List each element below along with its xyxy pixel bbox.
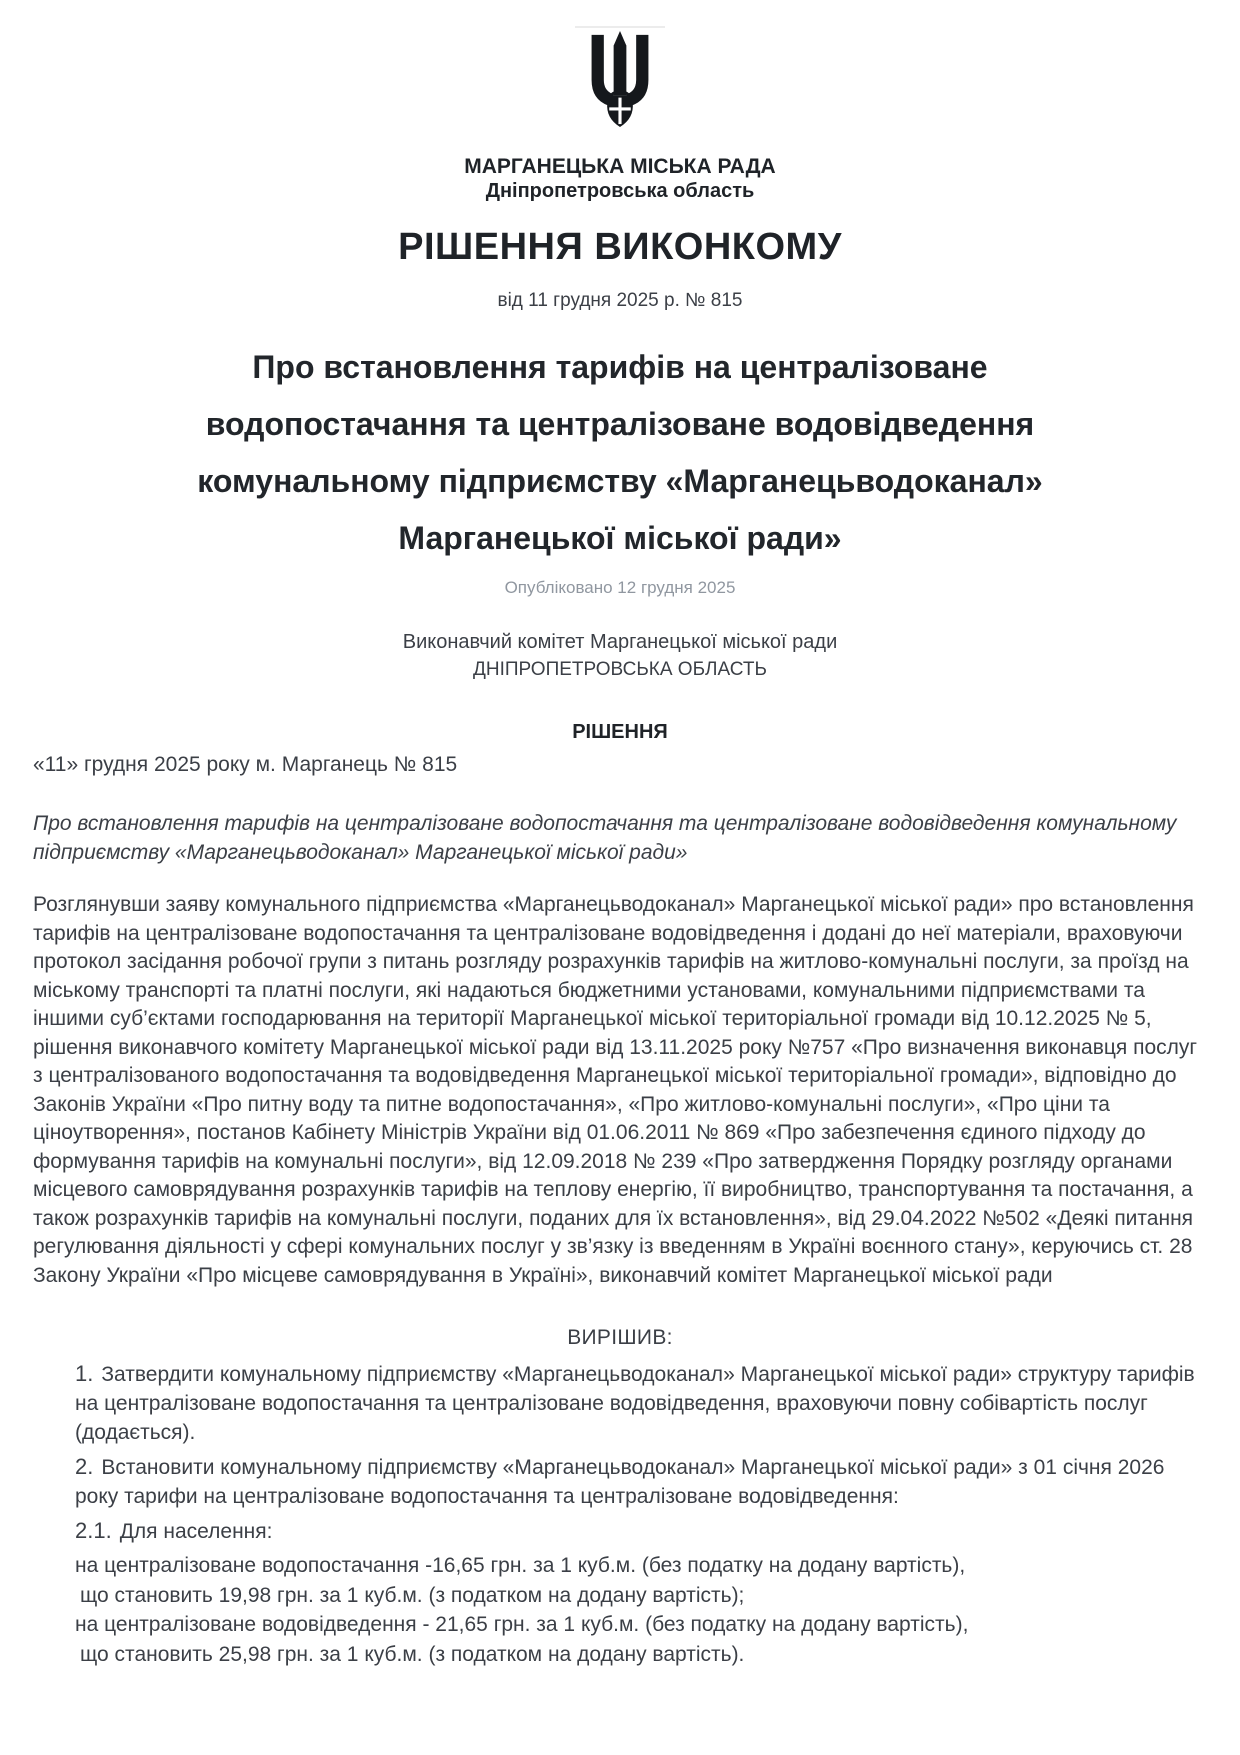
issuing-committee: Виконавчий комітет Марганецької міської ради [402, 631, 838, 653]
published-date: Опубліковано 12 грудня 2025 [504, 578, 736, 597]
resolution-item-2-1 [75, 1516, 1207, 1546]
emblem-top-rule [575, 26, 665, 28]
decision-preamble: Розглянувши заяву комунального підприємства «Марганецьводоканал» Марганецької міської ради» про встановлення тарифів на централізоване водопостачання та централізоване водовідведення і додані до неї матеріали, враховуючи протокол засідання робочої групи з питань розгляду розрахунків тарифів на житлово-комунальні послуги, за проїзд на міському транспорті та платні послуги, які надаються бюджетними установами, комунальними підприємствами та іншими суб’єктами господарювання на території Марганецької міської територіальної громади від 10.12.2025 № 5, рішення виконавчого комітету Марганецької міської ради від 13.11.2025 року №757 «Про визначення виконавця послуг з централізованого водопостачання та водовідведення Марганецької міської територіальної громади», відповідно до Законів України «Про питну воду та питне водопостачання», «Про житлово-комунальні послуги», «Про ціни та ціноутворення», постанов Кабінету Міністрів України від 01.06.2011 № 869 «Про забезпечення єдиного підходу до формування тарифів на комунальні послуги», від 12.09.2018 № 239 «Про затвердження Порядку розгляду органами місцевого самоврядування розрахунків тарифів на теплову енергію, її виробництво, транспортування та постачання, а також розрахунків тарифів на комунальні послуги, поданих для їх встановлення», від 29.04.2022 №502 «Деякі питання регулювання діяльності у сфері комунальних послуг у зв’язку із введенням в Україні воєнного стану», керуючись ст. 28 Закону України «Про місцеве самоврядування в Україні», виконавчий комітет Марганецької міської ради [33, 893, 1198, 1287]
tariff-line-water-supply-vat: що становить 19,98 грн. за 1 куб.м. (з податком на додану вартість); [80, 1583, 745, 1607]
decision-subject: Про встановлення тарифів на централізоване водопостачання та централізоване водовідведення комунальному підприємству «Марганецьводоканал» Марганецької міської ради» [33, 812, 1177, 864]
emblem-block [33, 26, 1207, 128]
tariff-line-sewerage: на централізоване водовідведення - 21,65 грн. за 1 куб.м. (без податку на додану вартість), [75, 1613, 969, 1636]
date-place-line: «11» грудня 2025 року м. Марганець № 815 [33, 753, 458, 776]
resolution-item-text: Затвердити комунальному підприємству «Марганецьводоканал» Марганецької міської ради» структуру тарифів на централізоване водопостачання та централізоване водовідведення, враховуючи повну собівартість послуг (додається). [75, 1363, 1195, 1444]
document-title-line: Марганецької міської ради» [398, 520, 842, 556]
org-name: МАРГАНЕЦЬКА МІСЬКА РАДА [464, 155, 776, 178]
decision-heading: РІШЕННЯ [572, 721, 668, 743]
document-title-line: Про встановлення тарифів на централізоване [252, 349, 988, 385]
doc-date-line: від 11 грудня 2025 р. № 815 [497, 290, 743, 311]
resolved-heading: ВИРІШИВ: [567, 1326, 673, 1349]
tariff-line-water-supply: на централізоване водопостачання -16,65 грн. за 1 куб.м. (без податку на додану вартість), [75, 1554, 966, 1577]
document-title-line: комунальному підприємству «Марганецьводоканал» [197, 463, 1043, 499]
ukraine-trident-emblem-icon [583, 30, 657, 128]
oblast-name: ДНІПРОПЕТРОВСЬКА ОБЛАСТЬ [473, 659, 767, 680]
resolution-item-2 [75, 1452, 1207, 1511]
document-title-line: водопостачання та централізоване водовідведення [205, 406, 1035, 442]
resolution-item-number: 2. [75, 1454, 94, 1479]
doc-type-heading: РІШЕННЯ ВИКОНКОМУ [398, 226, 842, 268]
resolution-item-number: 1. [75, 1361, 94, 1386]
resolution-item-1 [75, 1359, 1207, 1447]
resolution-section [75, 1359, 1207, 1669]
resolution-item-text: Для населення: [119, 1520, 273, 1543]
document-title [110, 339, 1130, 567]
resolution-item-text: Встановити комунальному підприємству «Марганецьводоканал» Марганецької міської ради» з 01 січня 2026 року тарифи на централізоване водопостачання та централізоване водовідведення: [75, 1456, 1165, 1508]
org-region: Дніпропетровська область [485, 180, 755, 202]
resolution-item-number: 2.1. [75, 1518, 112, 1543]
tariff-line-sewerage-vat: що становить 25,98 грн. за 1 куб.м. (з податком на додану вартість). [80, 1642, 745, 1666]
